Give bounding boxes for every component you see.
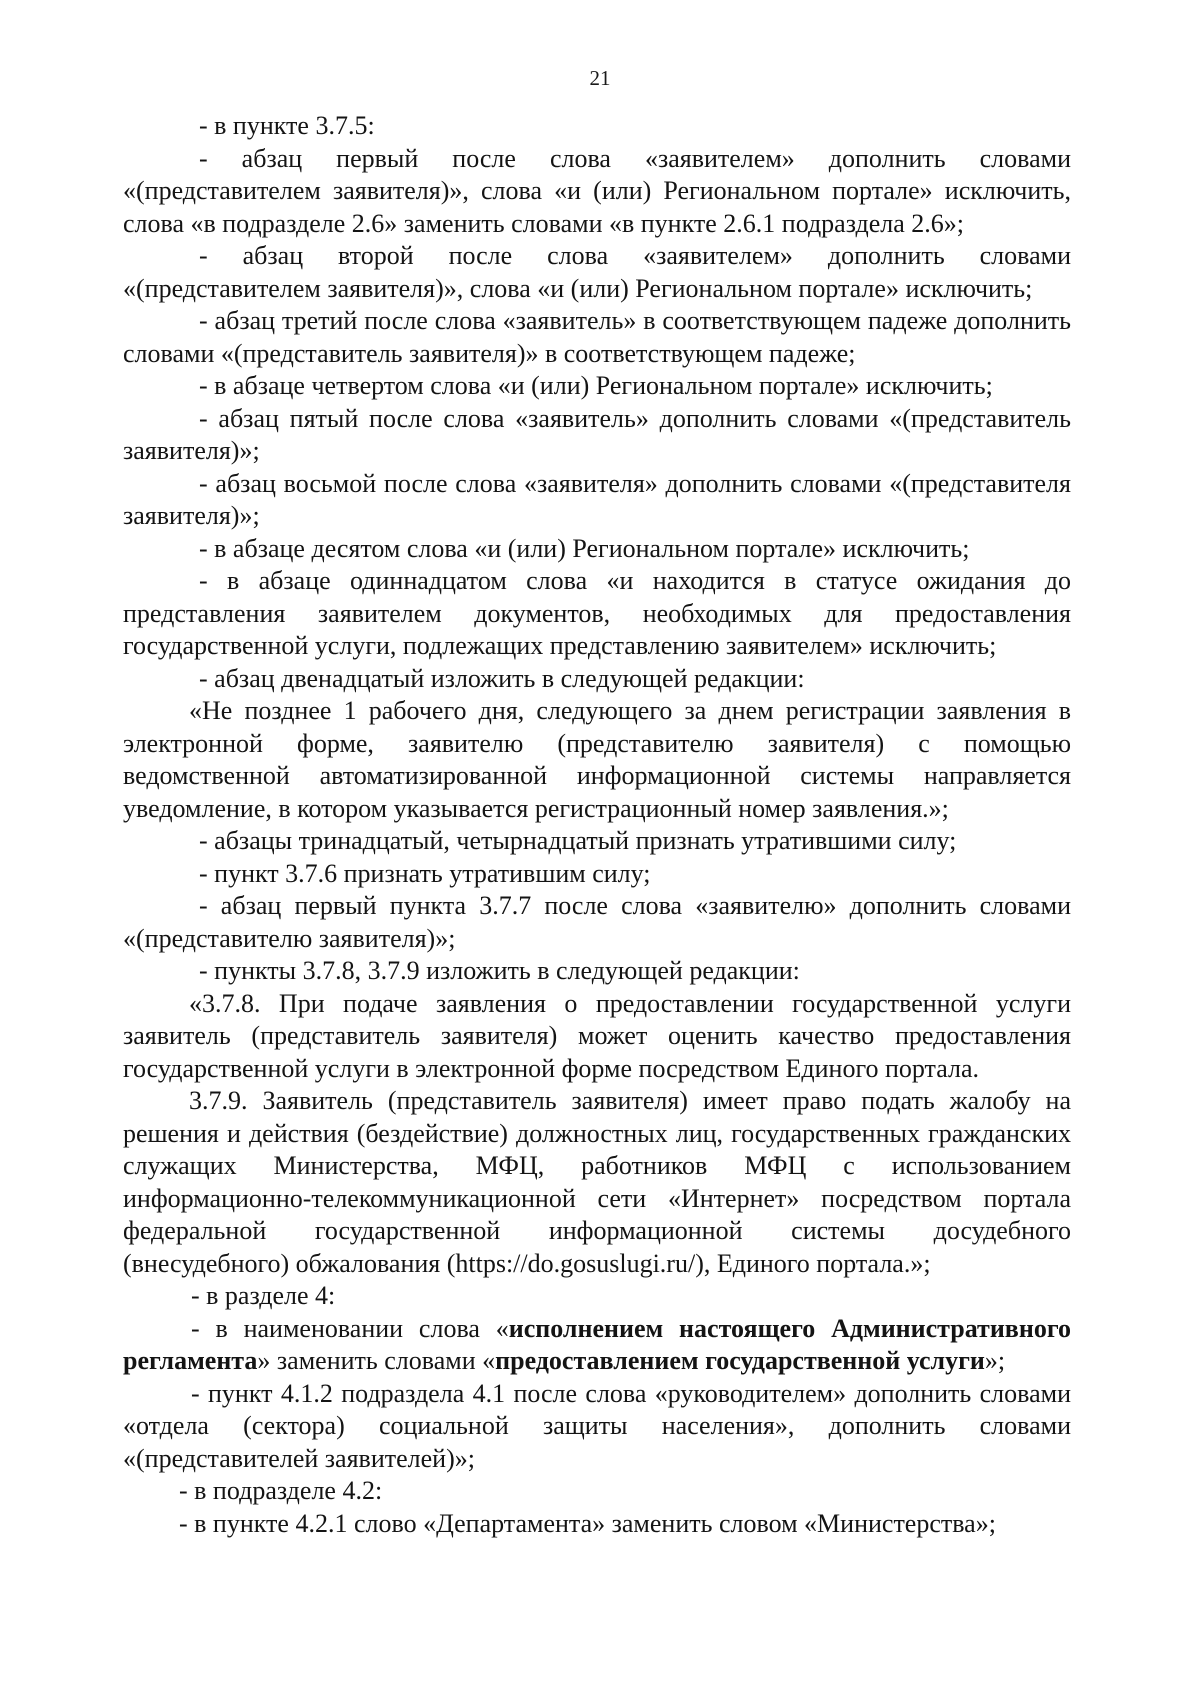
paragraph: - пункты 3.7.8, 3.7.9 изложить в следующей редакции:: [199, 956, 800, 985]
paragraph: - в разделе 4:: [191, 1281, 336, 1310]
quoted-paragraph: «Не позднее 1 рабочего дня, следующего за днем регистрации заявления в электронной форме, заявителю (представителю заявителя) с помощью ведомственной автоматизированной информационной системы направляется уведомление, в котором указывается регистрационный номер заявления.»;: [123, 696, 1071, 823]
paragraph: - абзац второй после слова «заявителем» дополнить словами «(представителем заявителя)», слова «и (или) Региональном портале» исключить;: [123, 241, 1071, 303]
paragraph: - пункт 4.1.2 подраздела 4.1 после слова «руководителем» дополнить словами «отдела (сектора) социальной защиты населения», дополнить словами «(представителей заявителей)»;: [123, 1378, 1071, 1473]
paragraph: - в пункте 4.2.1 слово «Департамента» заменить словом «Министерства»;: [179, 1508, 996, 1538]
bold-text-run: предоставлением государственной услуги: [495, 1346, 985, 1375]
paragraph: - абзац пятый после слова «заявитель» дополнить словами «(представитель заявителя)»;: [123, 403, 1071, 465]
page-number: 21: [589, 66, 611, 90]
paragraph: - в абзаце четвертом слова «и (или) Региональном портале» исключить;: [199, 371, 993, 400]
paragraph: - абзац первый пункта 3.7.7 после слова «заявителю» дополнить словами «(представителю заявителя)»;: [123, 891, 1071, 953]
paragraph: - пункт 3.7.6 признать утратившим силу;: [199, 858, 651, 888]
text-run: »;: [984, 1346, 1006, 1375]
paragraph: - абзац двенадцатый изложить в следующей редакции:: [199, 663, 805, 693]
paragraph: - в абзаце одиннадцатом слова «и находится в статусе ожидания до представления заявителем документов, необходимых для предоставления государственной услуги, подлежащих представлению заявителем» исключить;: [123, 566, 1071, 660]
paragraph: - в подразделе 4.2:: [179, 1476, 383, 1505]
paragraph: - абзацы тринадцатый, четырнадцатый признать утратившими силу;: [199, 826, 957, 855]
text-run: » заменить словами «: [257, 1346, 496, 1375]
paragraph-with-bold: [123, 1313, 1071, 1378]
paragraph: - абзац третий после слова «заявитель» в соответствующем падеже дополнить словами «(представитель заявителя)» в соответствующем падеже;: [123, 306, 1071, 368]
bold-text-run: исполнением настоящего Административного регламента: [123, 1313, 1071, 1375]
paragraph: - абзац восьмой после слова «заявителя» дополнить словами «(представителя заявителя)»;: [123, 468, 1071, 530]
text-run: - в наименовании слова «: [191, 1313, 509, 1343]
paragraph: - в пункте 3.7.5:: [199, 111, 375, 140]
paragraph: - в абзаце десятом слова «и (или) Региональном портале» исключить;: [199, 533, 970, 563]
paragraph: - абзац первый после слова «заявителем» дополнить словами «(представителем заявителя)», слова «и (или) Региональном портале» исключить, слова «в подразделе 2.6» заменить словами «в пункте 2.6.1 подраздела 2.6»;: [123, 143, 1071, 238]
document-body: [123, 110, 1071, 1540]
quoted-paragraph: «3.7.8. При подаче заявления о предоставлении государственной услуги заявитель (представитель заявителя) может оценить качество предоставления государственной услуги в электронной форме посредством Единого портала.: [123, 988, 1071, 1083]
quoted-paragraph: 3.7.9. Заявитель (представитель заявителя) имеет право подать жалобу на решения и действия (бездействие) должностных лиц, государственных гражданских служащих Министерства, МФЦ, работников МФЦ с использованием информационно-телекоммуникационной сети «Интернет» посредством портала федеральной государственной информационной системы досудебного (внесудебного) обжалования (https://do.gosuslugi.ru/), Единого портала.»;: [123, 1086, 1071, 1278]
